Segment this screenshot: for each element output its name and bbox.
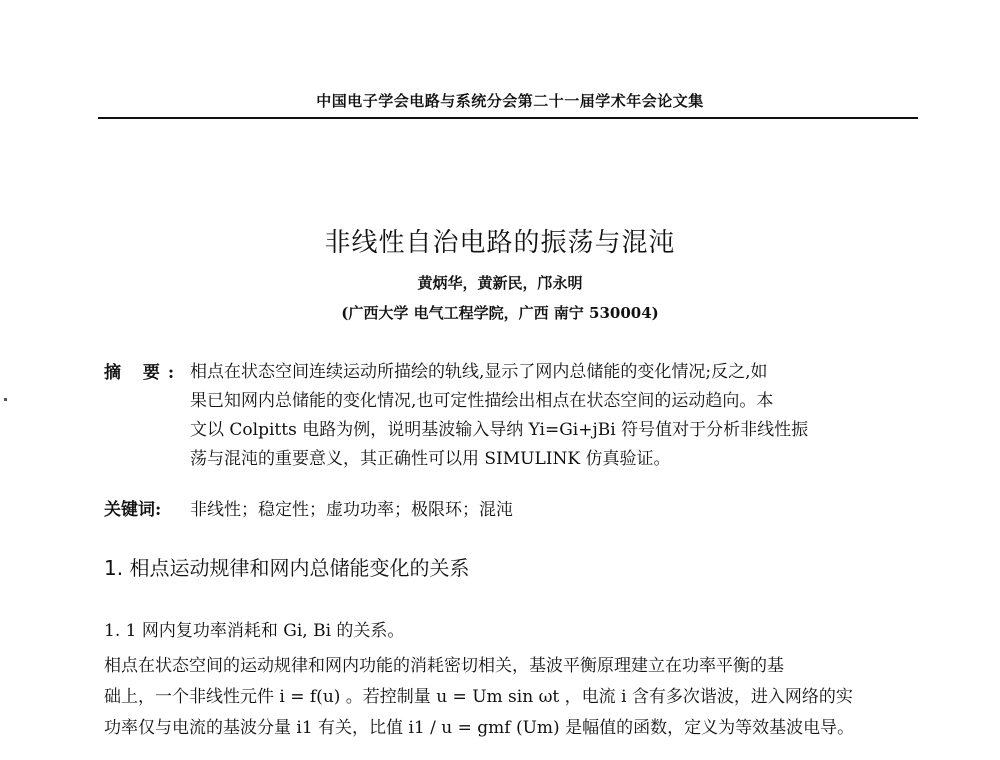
keywords-label: 关键词: (104, 500, 162, 520)
paper-affiliation: (广西大学 电气工程学院，广西 南宁 530004) (341, 304, 659, 322)
header-rule (98, 117, 918, 119)
body-line: 础上，一个非线性元件 i = f(u) 。若控制量 u = Um sin ωt ，电流 i 含有多次谐波，进入网络的实 (104, 687, 853, 707)
keywords-list: 非线性；稳定性；虚功功率；极限环；混沌 (190, 500, 513, 520)
section-1-body (104, 651, 924, 744)
paper-title: 非线性自治电路的振荡与混沌 (324, 228, 676, 258)
scan-artifact-dot (4, 398, 7, 401)
proceedings-header: 中国电子学会电路与系统分会第二十一届学术年会论文集 (316, 92, 704, 110)
body-line: 相点在状态空间的运动规律和网内功能的消耗密切相关，基波平衡原理建立在功率平衡的基 (104, 656, 784, 676)
abstract-body (190, 358, 910, 474)
abstract-line: 果已知网内总储能的变化情况,也可定性描绘出相点在状态空间的运动趋向。本 (190, 391, 774, 411)
abstract-line: 荡与混沌的重要意义，其正确性可以用 SIMULINK 仿真验证。 (190, 449, 671, 469)
abstract-line: 相点在状态空间连续运动所描绘的轨线,显示了网内总储能的变化情况;反之,如 (190, 362, 768, 382)
abstract-label: 摘 要: (104, 363, 183, 383)
paper-authors: 黄炳华，黄新民，邝永明 (417, 274, 583, 292)
body-line: 功率仅与电流的基波分量 i1 有关，比值 i1 / u = gmf (Um) 是幅值的函数，定义为等效基波电导。 (104, 718, 855, 738)
subsection-1-1-heading: 1. 1 网内复功率消耗和 Gi, Bi 的关系。 (104, 621, 405, 641)
abstract-line: 文以 Colpitts 电路为例，说明基波输入导纳 Yi=Gi+jBi 符号值对于分析非线性振 (190, 420, 809, 440)
section-1-heading: 1. 相点运动规律和网内总储能变化的关系 (104, 556, 470, 580)
